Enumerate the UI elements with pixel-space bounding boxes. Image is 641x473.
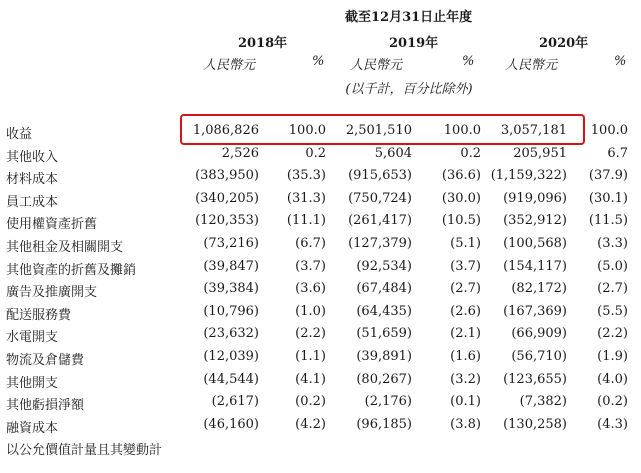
- cell-amount-2018: (46,160): [203, 417, 259, 432]
- cell-amount-2019: (261,417): [348, 213, 412, 228]
- row-label: 融資成本: [6, 421, 59, 436]
- cell-pct-2018: (1.0): [295, 304, 326, 319]
- cell-pct-2019: (2.7): [450, 281, 481, 296]
- cell-pct-2019: (36.6): [441, 168, 481, 183]
- cell-pct-2019: (3.8): [450, 417, 481, 432]
- cell-amount-2019: (2,176): [364, 394, 412, 409]
- cell-amount-2020: (130,258): [503, 417, 567, 432]
- cell-amount-2020: (123,655): [503, 372, 567, 387]
- unit-2018: 人民幣元: [203, 58, 256, 73]
- period-heading: 截至12月31日止年度: [345, 10, 473, 25]
- cell-pct-2019: (3.7): [450, 259, 481, 274]
- row-label: 其他開支: [6, 376, 59, 391]
- cell-pct-2018: (3.7): [295, 259, 326, 274]
- cell-pct-2018: 0.2: [305, 146, 326, 161]
- row-label: 物流及倉儲費: [6, 353, 85, 368]
- cell-pct-2020: (0.2): [597, 394, 628, 409]
- cell-amount-2020: (7,382): [519, 394, 567, 409]
- cell-pct-2020: (5.5): [597, 304, 628, 319]
- cell-amount-2019: (92,534): [356, 259, 412, 274]
- cell-pct-2018: (4.1): [295, 372, 326, 387]
- cell-amount-2020: (82,172): [511, 281, 567, 296]
- cell-amount-2019: (127,379): [348, 236, 412, 251]
- cell-pct-2019: 0.2: [460, 146, 481, 161]
- year-2019: 2019年: [389, 36, 439, 51]
- cell-amount-2018: (73,216): [203, 236, 259, 251]
- cell-amount-2018: (120,353): [195, 213, 259, 228]
- row-label: 收益: [6, 127, 33, 142]
- cell-amount-2018: (340,205): [195, 191, 259, 206]
- row-label: 使用權資產折舊: [6, 217, 98, 232]
- cell-amount-2018: (39,384): [203, 281, 259, 296]
- pct-2020: %: [614, 54, 627, 69]
- cell-pct-2020: (3.3): [597, 236, 628, 251]
- cell-amount-2020: (919,096): [503, 191, 567, 206]
- cell-amount-2018: (2,617): [211, 394, 259, 409]
- cell-pct-2018: 100.0: [288, 123, 326, 138]
- cell-amount-2019: 2,501,510: [345, 123, 412, 138]
- cell-amount-2018: (23,632): [203, 326, 259, 341]
- row-label: 水電開支: [6, 330, 59, 345]
- cell-pct-2019: (30.0): [441, 191, 481, 206]
- cell-amount-2020: (66,909): [511, 326, 567, 341]
- cell-amount-2019: (64,435): [356, 304, 412, 319]
- row-label: 材料成本: [6, 172, 59, 187]
- cell-pct-2020: (4.0): [597, 372, 628, 387]
- cell-pct-2019: (1.6): [450, 349, 481, 364]
- cell-amount-2020: (352,912): [503, 213, 567, 228]
- cell-pct-2020: (37.9): [588, 168, 628, 183]
- cell-amount-2019: 5,604: [374, 146, 412, 161]
- cell-amount-2018: (383,950): [195, 168, 259, 183]
- cell-amount-2020: (154,117): [503, 259, 567, 274]
- cell-pct-2018: (0.2): [295, 394, 326, 409]
- unit-note: (以千計，百分比除外): [345, 82, 473, 97]
- cell-pct-2020: (11.5): [588, 213, 628, 228]
- cell-amount-2019: (67,484): [356, 281, 412, 296]
- cell-pct-2019: (3.2): [450, 372, 481, 387]
- row-label: 其他收入: [6, 150, 59, 165]
- cell-pct-2019: (5.1): [450, 236, 481, 251]
- cell-pct-2018: (6.7): [295, 236, 326, 251]
- row-label: 廣告及推廣開支: [6, 285, 98, 300]
- cell-pct-2020: (1.9): [597, 349, 628, 364]
- cell-amount-2018: (12,039): [203, 349, 259, 364]
- cell-pct-2019: (2.1): [450, 326, 481, 341]
- cell-pct-2018: (3.6): [295, 281, 326, 296]
- cell-pct-2019: (0.1): [450, 394, 481, 409]
- unit-2020: 人民幣元: [505, 58, 558, 73]
- cell-pct-2020: (5.0): [597, 259, 628, 274]
- cell-amount-2018: (10,796): [203, 304, 259, 319]
- cell-amount-2020: 3,057,181: [500, 123, 567, 138]
- cell-amount-2020: 205,951: [513, 146, 567, 161]
- cell-amount-2020: (56,710): [511, 349, 567, 364]
- cell-pct-2018: (35.3): [286, 168, 326, 183]
- cell-pct-2020: 6.7: [607, 146, 628, 161]
- cell-pct-2018: (2.2): [295, 326, 326, 341]
- cell-amount-2019: (96,185): [356, 417, 412, 432]
- cell-pct-2020: (2.7): [597, 281, 628, 296]
- cell-amount-2018: (39,847): [203, 259, 259, 274]
- cell-pct-2018: (4.2): [295, 417, 326, 432]
- cell-amount-2020: (1,159,322): [490, 168, 567, 183]
- cell-amount-2019: (915,653): [348, 168, 412, 183]
- cell-pct-2019: (10.5): [441, 213, 481, 228]
- cell-amount-2019: (51,659): [356, 326, 412, 341]
- cell-pct-2020: (30.1): [588, 191, 628, 206]
- cell-pct-2020: (2.2): [597, 326, 628, 341]
- cell-amount-2019: (80,267): [356, 372, 412, 387]
- row-label: 其他虧損淨額: [6, 398, 85, 413]
- cell-pct-2019: 100.0: [443, 123, 481, 138]
- unit-2019: 人民幣元: [350, 58, 403, 73]
- cell-pct-2018: (31.3): [286, 191, 326, 206]
- cell-amount-2019: (750,724): [348, 191, 412, 206]
- cell-pct-2018: (1.1): [295, 349, 326, 364]
- row-label: 其他租金及相關開支: [6, 240, 124, 255]
- pct-2019: %: [462, 54, 475, 69]
- cell-amount-2020: (167,369): [503, 304, 567, 319]
- row-label: 其他資產的折舊及攤銷: [6, 263, 137, 278]
- year-2018: 2018年: [238, 36, 288, 51]
- cell-pct-2018: (11.1): [286, 213, 326, 228]
- cell-amount-2018: (44,544): [203, 372, 259, 387]
- cell-amount-2018: 1,086,826: [192, 123, 259, 138]
- row-label: 配送服務費: [6, 308, 72, 323]
- cell-pct-2020: 100.0: [590, 123, 628, 138]
- cell-amount-2020: (100,568): [503, 236, 567, 251]
- cell-amount-2018: 2,526: [221, 146, 259, 161]
- year-2020: 2020年: [539, 36, 589, 51]
- cell-pct-2020: (4.3): [597, 417, 628, 432]
- row-label: 以公允價值計量且其變動計: [6, 443, 163, 458]
- cell-amount-2019: (39,891): [356, 349, 412, 364]
- cell-pct-2019: (2.6): [450, 304, 481, 319]
- pct-2018: %: [312, 54, 325, 69]
- row-label: 員工成本: [6, 195, 59, 210]
